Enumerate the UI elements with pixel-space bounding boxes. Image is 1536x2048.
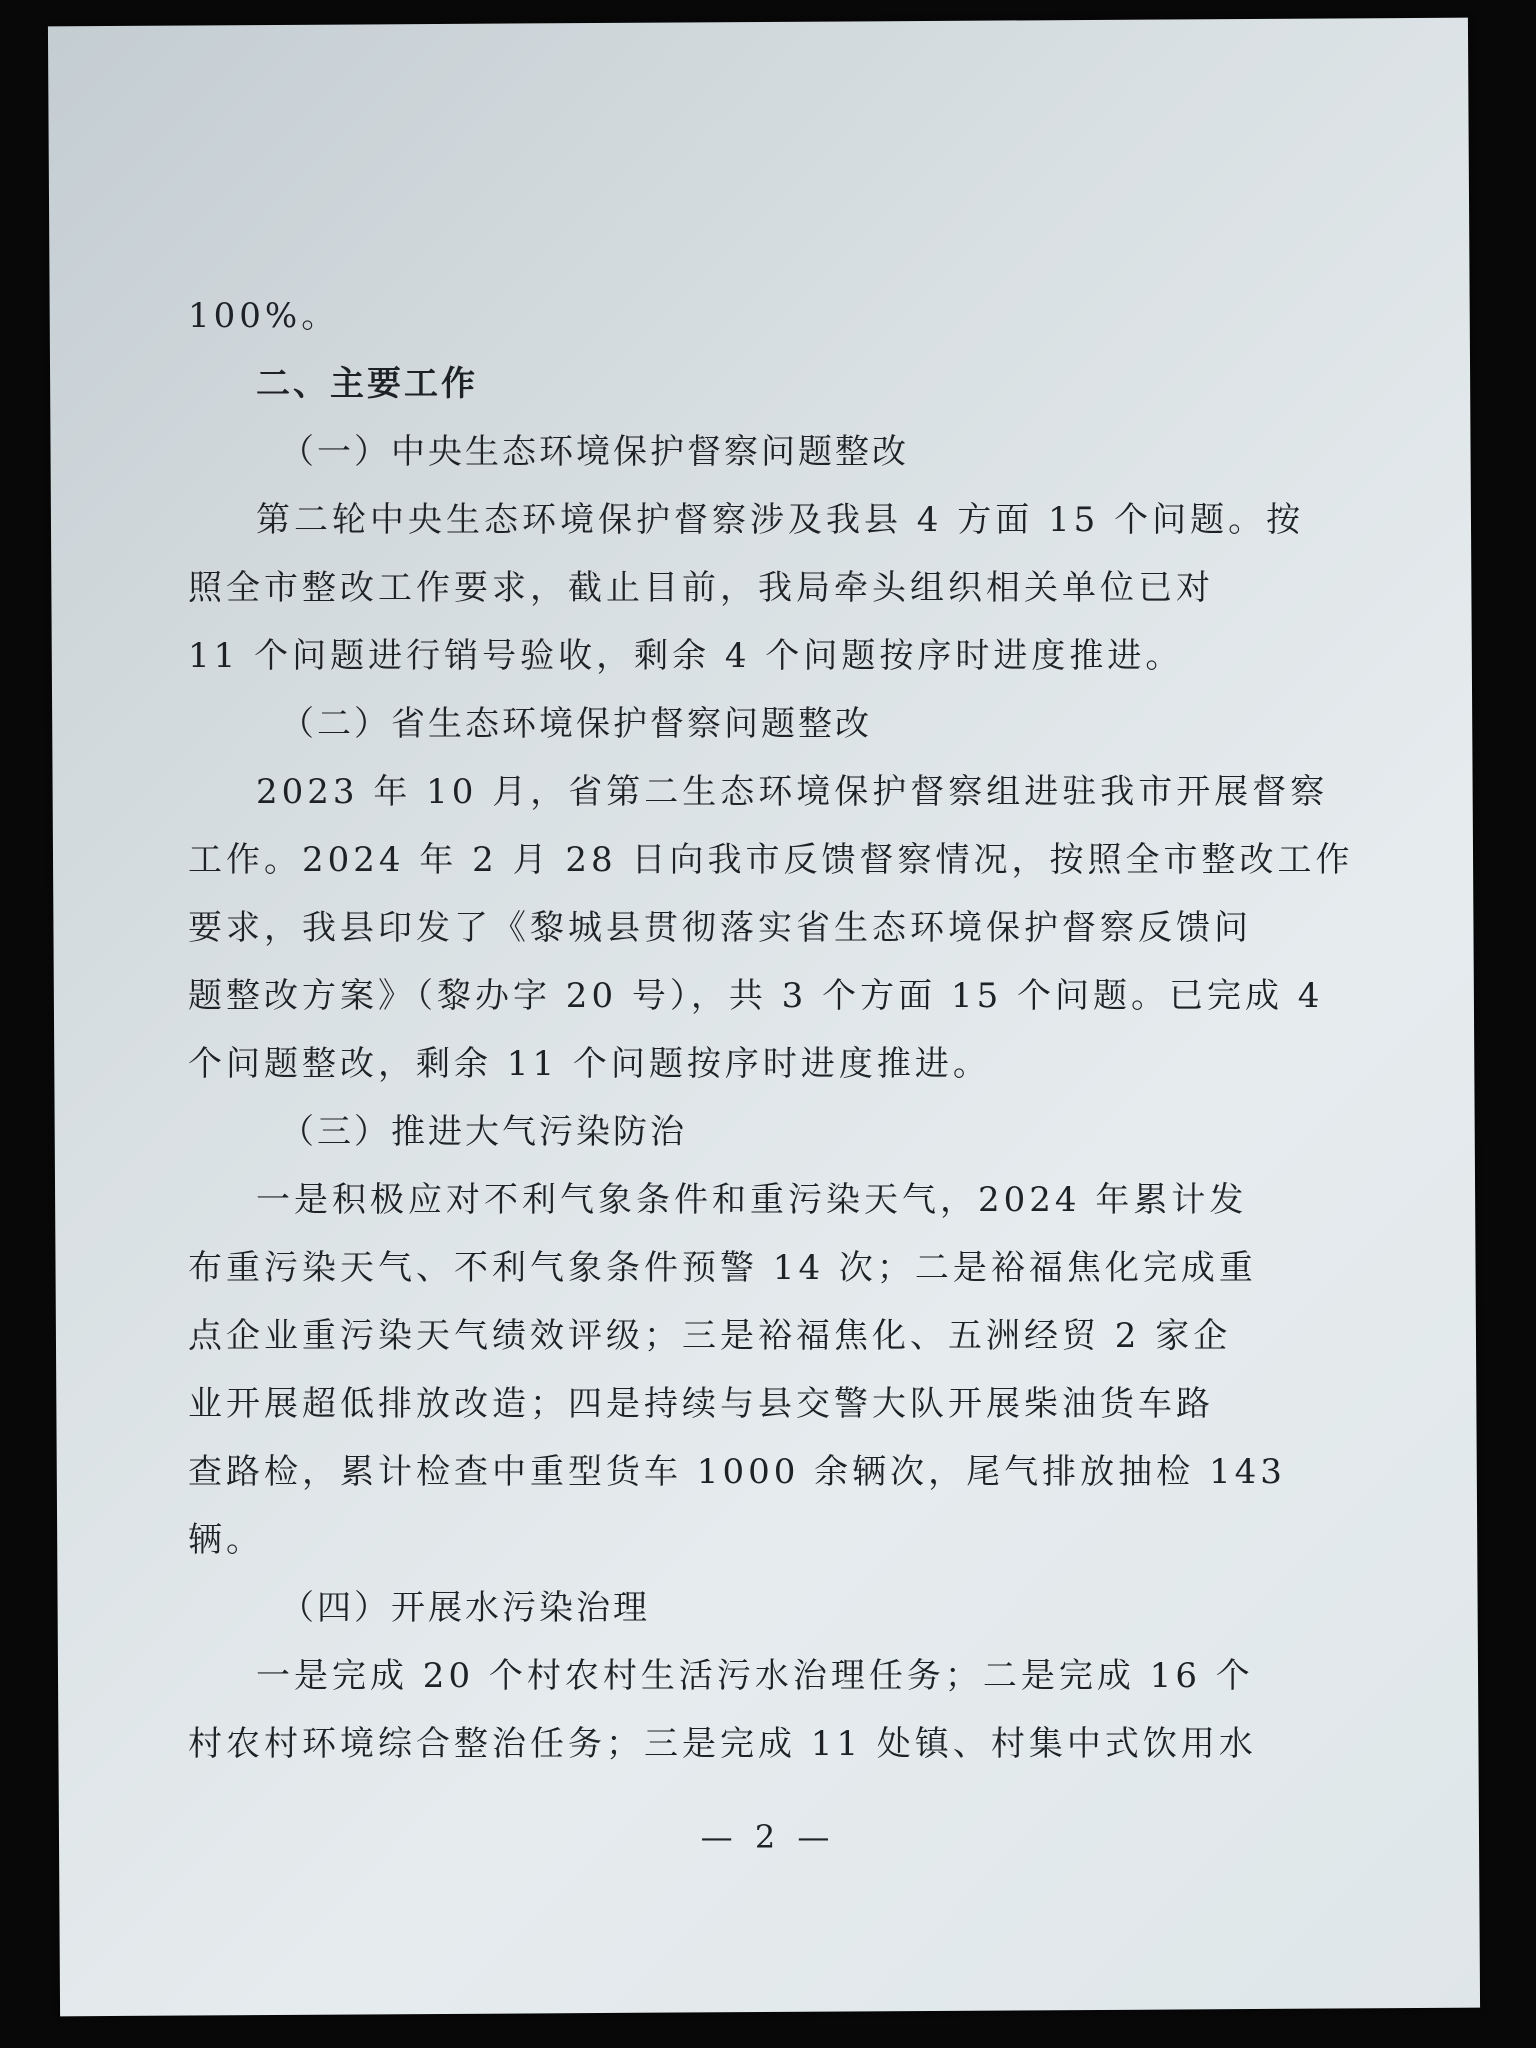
text-line: 2023 年 10 月，省第二生态环境保护督察组进驻我市开展督察 [256, 772, 1329, 812]
text-line: 点企业重污染天气绩效评级；三是裕福焦化、五洲经贸 2 家企 [188, 1316, 1232, 1356]
text-line: 照全市整改工作要求，截止目前，我局牵头组织相关单位已对 [188, 568, 1214, 608]
subsection-heading: （二）省生态环境保护督察问题整改 [280, 704, 872, 744]
text-line: 工作。2024 年 2 月 28 日向我市反馈督察情况，按照全市整改工作 [188, 840, 1354, 880]
text-line: 题整改方案》（黎办字 20 号），共 3 个方面 15 个问题。已完成 4 [188, 976, 1324, 1016]
text-line: 要求，我县印发了《黎城县贯彻落实省生态环境保护督察反馈问 [188, 908, 1252, 948]
text-line: 业开展超低排放改造；四是持续与县交警大队开展柴油货车路 [188, 1384, 1214, 1424]
text-line: 布重污染天气、不利气象条件预警 14 次；二是裕福焦化完成重 [188, 1248, 1257, 1288]
subsection-heading: （三）推进大气污染防治 [280, 1112, 687, 1152]
text-line: 100%。 [188, 296, 340, 336]
text-line: 一是积极应对不利气象条件和重污染天气，2024 年累计发 [256, 1180, 1248, 1220]
text-line: 个问题整改，剩余 11 个问题按序时进度推进。 [188, 1044, 991, 1084]
text-line: 第二轮中央生态环境保护督察涉及我县 4 方面 15 个问题。按 [256, 500, 1305, 540]
text-line: 一是完成 20 个村农村生活污水治理任务；二是完成 16 个 [256, 1656, 1254, 1696]
text-line: 查路检，累计检查中重型货车 1000 余辆次，尾气排放抽检 143 [188, 1452, 1286, 1492]
text-line: 辆。 [188, 1520, 264, 1560]
subsection-heading: （一）中央生态环境保护督察问题整改 [280, 432, 909, 472]
section-heading: 二、主要工作 [256, 364, 478, 404]
text-line: 11 个问题进行销号验收，剩余 4 个问题按序时进度推进。 [188, 636, 1184, 676]
subsection-heading: （四）开展水污染治理 [280, 1588, 650, 1628]
text-line: 村农村环境综合整治任务；三是完成 11 处镇、村集中式饮用水 [188, 1724, 1257, 1764]
document-body [188, 282, 1354, 1778]
page-number: — 2 — [700, 1818, 836, 1856]
